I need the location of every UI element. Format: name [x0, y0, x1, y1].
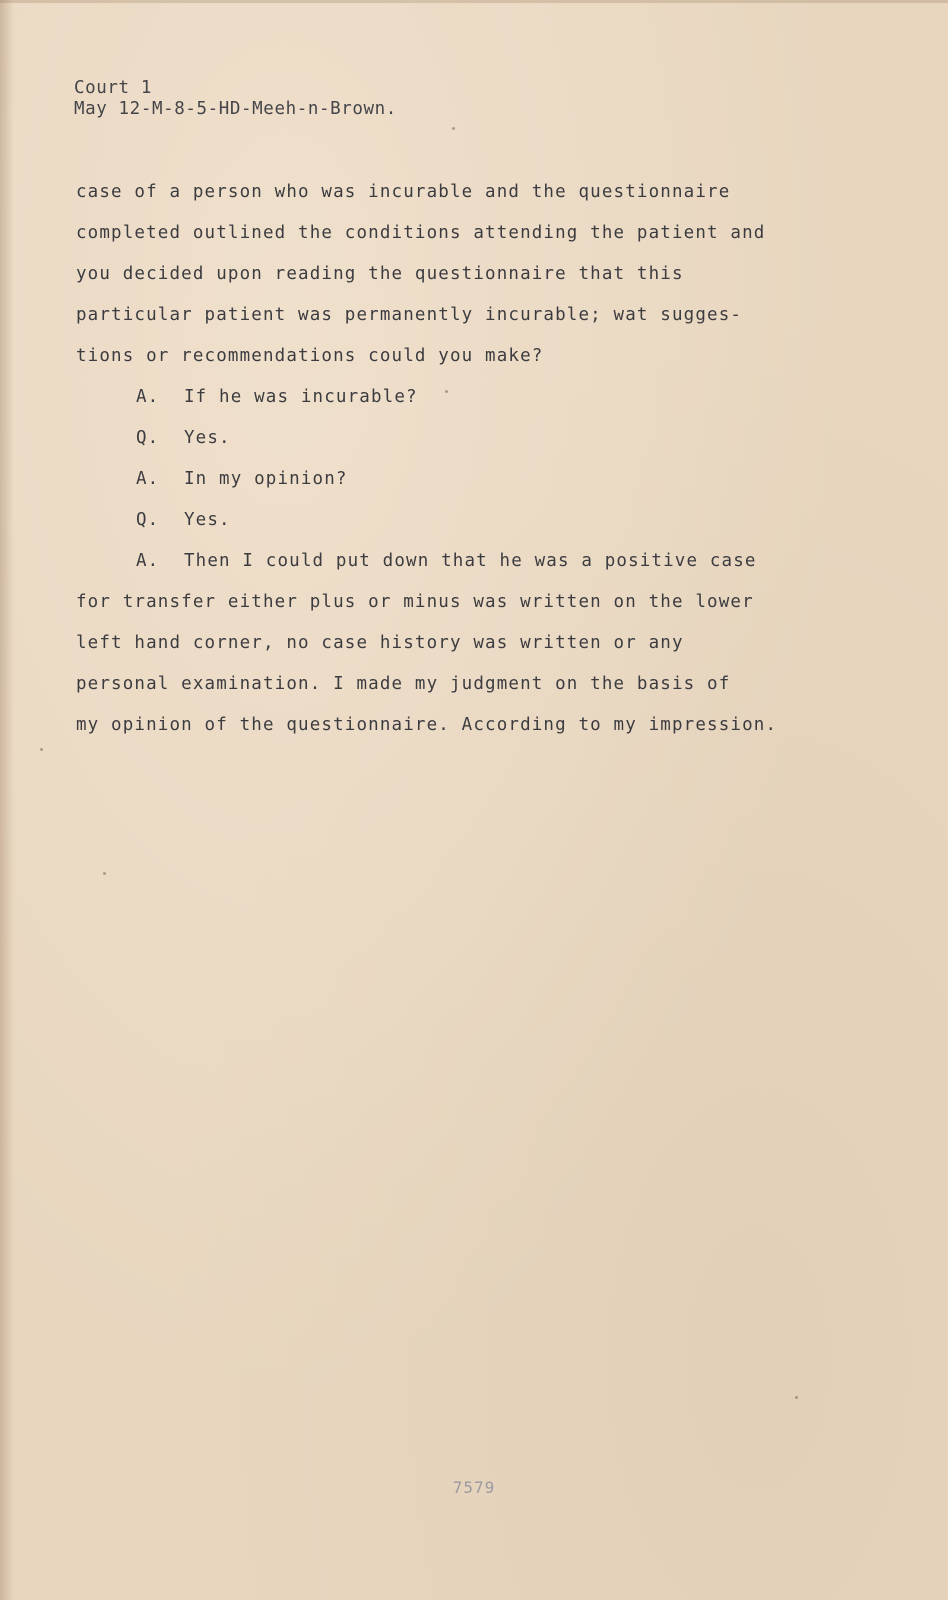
paper-speck	[795, 1396, 798, 1399]
exchange-text: Yes.	[184, 428, 231, 448]
answer-line: for transfer either plus or minus was written on the lower	[76, 592, 754, 612]
court-label: Court 1	[74, 78, 152, 98]
paper-speck	[40, 748, 43, 751]
answer-line: left hand corner, no case history was written or any	[76, 633, 684, 653]
page-number: 7579	[452, 1478, 496, 1497]
exchange-text: In my opinion?	[184, 469, 348, 489]
speaker-tag: Q.	[136, 428, 160, 448]
transcript-body	[76, 172, 856, 746]
exchange-text: Yes.	[184, 510, 231, 530]
answer-line: personal examination. I made my judgment on the basis of	[76, 674, 731, 694]
exchange-text: Then I could put down that he was a positive case	[184, 551, 757, 571]
exchange-line	[76, 500, 856, 541]
exchange-line	[76, 418, 856, 459]
session-reference: May 12-M-8-5-HD-Meeh-n-Brown.	[74, 99, 397, 119]
paper-speck	[103, 872, 106, 875]
paper-speck	[452, 127, 455, 130]
speaker-tag: A.	[136, 387, 160, 407]
exchange-line	[76, 541, 856, 582]
paragraph-line: tions or recommendations could you make?	[76, 346, 544, 366]
speaker-tag: A.	[136, 551, 160, 571]
speaker-tag: A.	[136, 469, 160, 489]
paragraph-line: particular patient was permanently incurable; wat sugges-	[76, 305, 743, 325]
exchange-line	[76, 377, 856, 418]
paragraph-line: you decided upon reading the questionnaire that this	[76, 264, 684, 284]
paragraph-line: case of a person who was incurable and the questionnaire	[76, 182, 731, 202]
speaker-tag: Q.	[136, 510, 160, 530]
document-header	[74, 78, 397, 120]
exchange-text: If he was incurable?	[184, 387, 418, 407]
answer-line: my opinion of the questionnaire. According to my impression.	[76, 715, 778, 735]
exchange-line	[76, 459, 856, 500]
paper-speck	[445, 390, 448, 393]
paragraph-line: completed outlined the conditions attending the patient and	[76, 223, 766, 243]
